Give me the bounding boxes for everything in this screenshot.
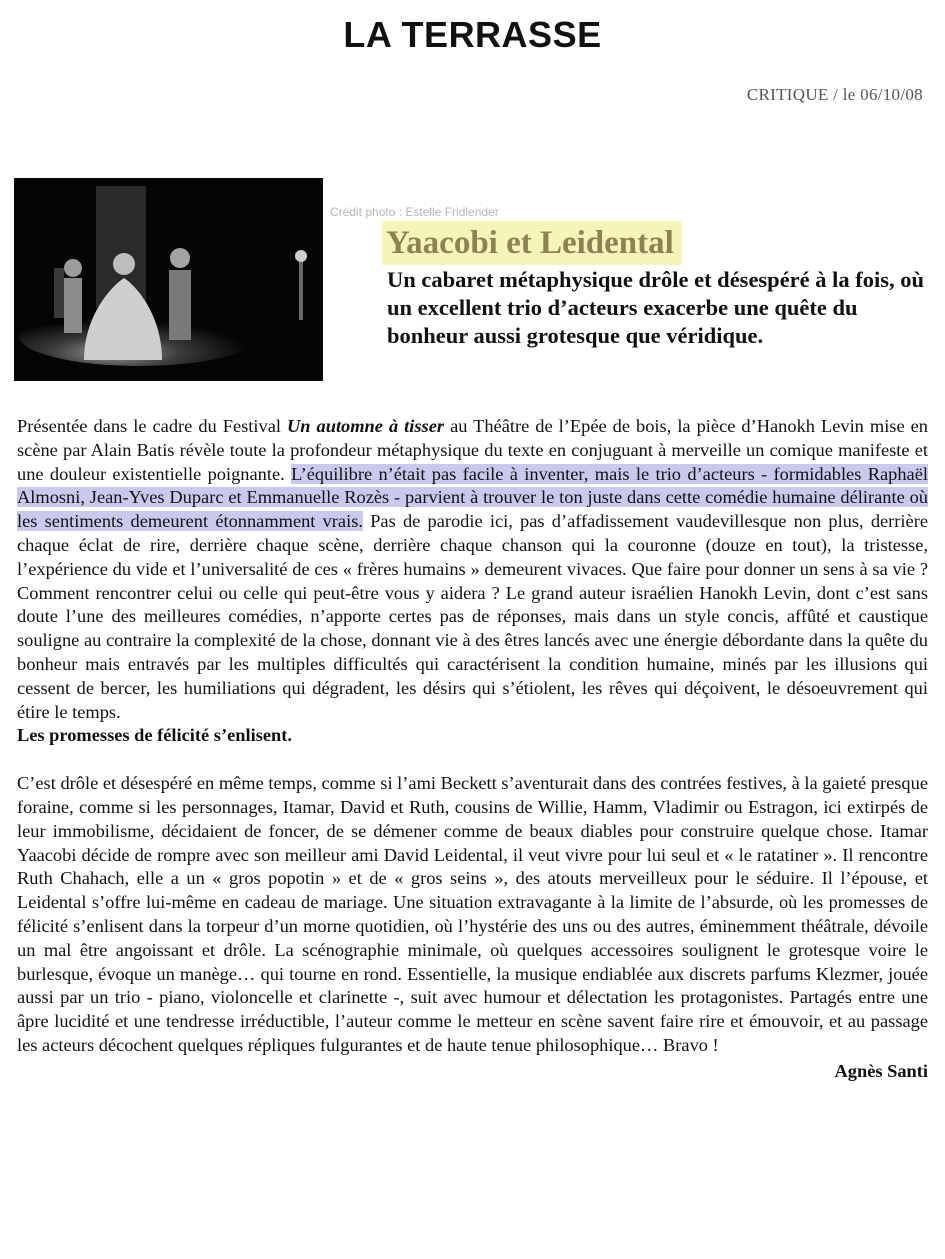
p1-rest: Pas de parodie ici, pas d’affadissement vaudevillesque non plus, derrière chaque éclat de rire, derrière chaque scène, derrière chaque chanson qui la couronne (douze en tout), la tristesse, l’expérience du vide et l’universalité de ces « frères humains » demeurent vivaces. Que faire pour donner un sens à sa vie ? Comment rencontrer celui ou celle qui peut-être vous y aidera ? Le grand auteur israélien Hanokh Levin, dont c’est sans doute l’une des meilleures comédies, n’apporte certes pas de réponses, mais dans un style concis, affûté et caustique souligne au contraire la complexité de la chose, donnant vie à des êtres lancés avec une énergie débordante dans la quête du bonheur mais entravés par les multiples difficultés qui caractérisent la condition humaine, minés par les illusions qui cessent de bercer, les humiliations qui dégradent, les désirs qui s’étiolent, les rêves qui déçoivent, le désoeuvrement qui étire le temps. (17, 511, 928, 722)
section-date: CRITIQUE / le 06/10/08 (746, 85, 923, 104)
paragraph-1 (17, 415, 928, 724)
festival-title: Un automne à tisser (287, 416, 445, 436)
masthead-title: LA TERRASSE (343, 14, 602, 55)
p1-intro: Présentée dans le cadre du Festival (17, 416, 281, 436)
author-byline: Agnès Santi (834, 1060, 928, 1081)
stage-photo-image (14, 178, 323, 381)
highlighted-passage: L’équilibre n’était pas facile à inventer, mais le trio d’acteurs - formidables Raphaël Almosni, Jean-Yves Duparc et Emmanuelle Rozès - parvient à trouver le ton juste dans cette comédie humaine délirante où les sentiments demeurent étonnamment vrais. (17, 463, 928, 532)
paragraph-2: C’est drôle et désespéré en même temps, comme si l’ami Beckett s’aventurait dans des contrées festives, à la gaieté presque foraine, comme si les personnages, Itamar, David et Ruth, cousins de Willie, Hamm, Vladimir ou Estragon, ici extirpés de leur immobilisme, décidaient de foncer, de se démener comme de beaux diables pour construire quelque chose. Itamar Yaacobi décide de rompre avec son meilleur ami David Leidental, il veut vivre pour lui seul et « le ratatiner ». Il rencontre Ruth Chahach, elle a un « gros popotin » et de « gros seins », des atouts merveilleux pour le séduire. Il l’épouse, et Leidental s’offre lui-même en cadeau de mariage. Une situation extravagante à la limite de l’absurde, où les promesses de félicité s’enlisent dans la torpeur d’un morne quotidien, où l’hystérie des uns ou des autres, éminemment théâtrale, dévoile un mal être angoissant et drôle. La scénographie minimale, où quelques accessoires soulignent le grotesque voire le burlesque, évoque un manège… qui tourne en rond. Essentielle, la musique endiablée aux discrets parfums Klezmer, jouée aussi par un trio - piano, violoncelle et clarinette -, suit avec humour et délectation les protagonistes. Partagés entre une âpre lucidité et une tendresse irréductible, l’auteur comme le metteur en scène savent faire rire et émouvoir, et au passage les acteurs décochent quelques répliques fulgurantes et de haute tenue philosophique… Bravo ! (17, 773, 928, 1055)
article-deck: Un cabaret métaphysique drôle et désespéré à la fois, où un excellent trio d’acteurs exacerbe une quête du bonheur aussi grotesque que véridique. (387, 267, 925, 348)
photo-credit: Crédit photo : Estelle Fridlender (330, 205, 499, 219)
article-body (17, 415, 928, 1084)
subheading: Les promesses de félicité s’enlisent. (17, 725, 292, 746)
stage-photo (14, 178, 323, 381)
article-headline: Yaacobi et Leidental (382, 221, 682, 265)
p1-after-festival: au Théâtre de l’Epée de bois, la pièce d’Hanokh Levin mise en scène par Alain Batis révèle toute la profondeur métaphysique du texte en conjuguant à merveille un comique manifeste et une douleur existentielle poignante. (17, 416, 929, 484)
